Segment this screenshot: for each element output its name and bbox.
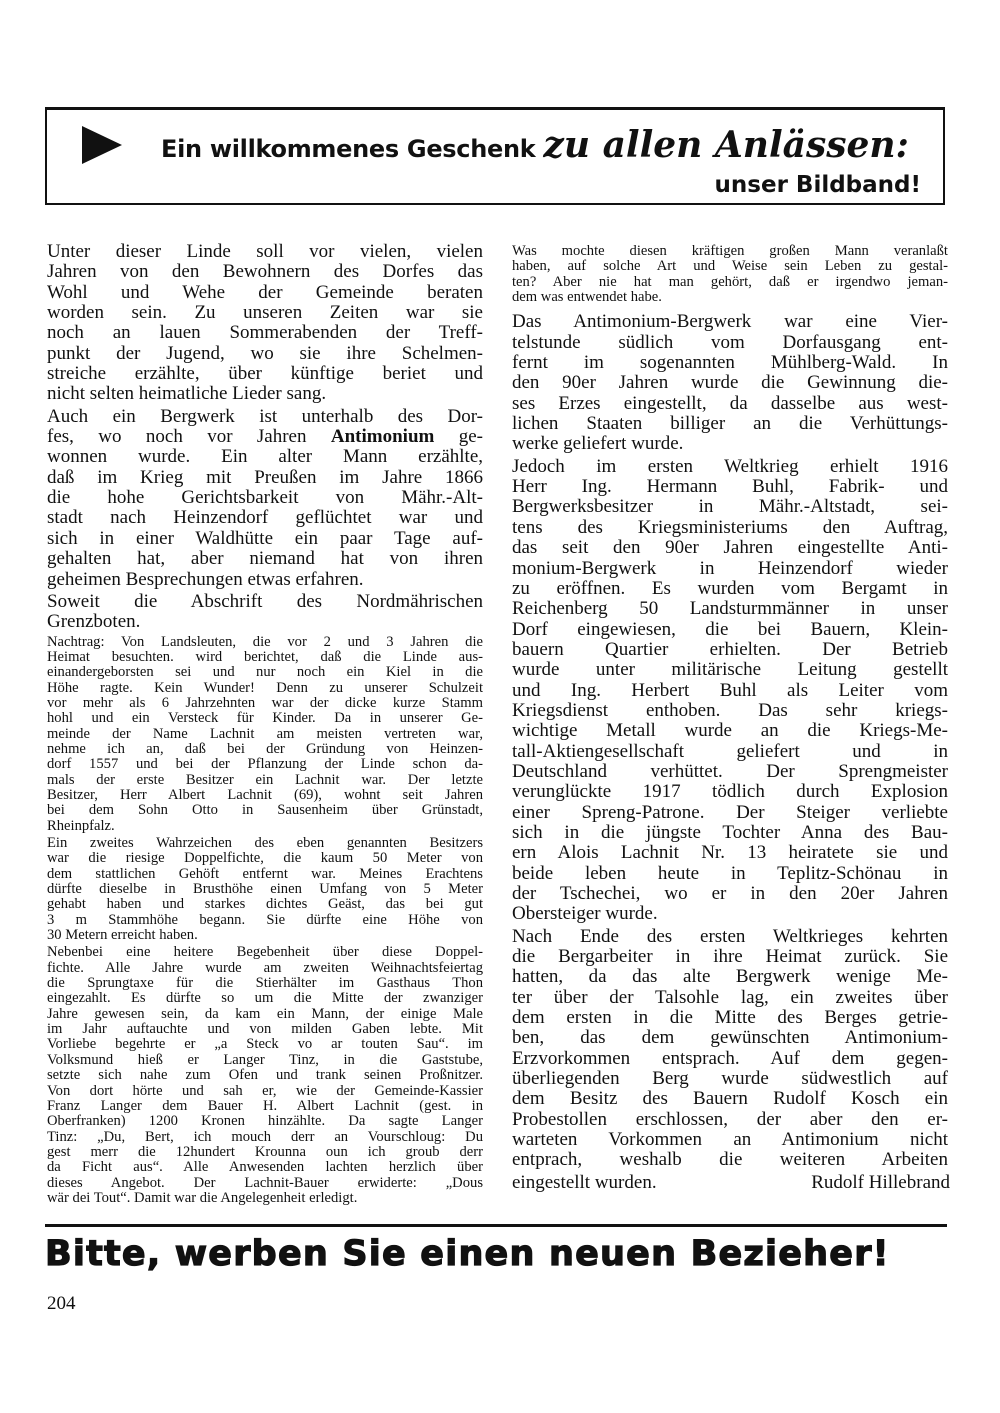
text-line: wichtige Metall wurde an die Kriegs-Me- [512,720,948,742]
text-line: dieses Angebot. Der Lachnit-Bauer erwiderte: „Dous [47,1174,483,1191]
paragraph [512,312,948,454]
text-line: dorf 1557 und bei der Pflanzung der Linde schon da- [47,756,483,773]
paragraph [512,244,948,305]
left-column [47,242,483,1208]
text-line: noch an lauen Sommerabenden der Treff- [47,322,483,344]
play-arrow-icon [82,126,122,164]
text-line: da Ficht aus“. Alle Anwesenden lachten herzlich über [47,1159,483,1176]
text-line: Heimat besuchten. wird berichtet, daß die Linde aus- [47,648,483,665]
text-line: gehalten hat, aber niemand hat von ihren [47,548,483,570]
text-line: bei dem Sohn Otto in Sausenheim über Grünstadt, [47,802,483,819]
right-column [512,244,948,1193]
text-line: das seit den 90er Jahren eingestellte Anti- [512,537,948,559]
text-line: ses Erzes eingestellt, da dasselbe aus west- [512,392,948,414]
text-line: worden sein. Zu unseren Zeiten war sie [47,302,483,324]
headline [161,124,909,166]
text-line: lichen Staaten billiger an die Verhüttungs- [512,413,948,435]
text-line: warteten Vorkommen an Antimonium nicht [512,1129,948,1151]
text-line: Erzvorkommen entsprach. Auf dem gegen- [512,1047,948,1069]
text-line: im Jahr auftauchte und von milden Gaben lebte. Mit [47,1021,483,1038]
text-line: 3 m Stammhöhe begann. Sie dürfte eine Höhe von [47,911,483,928]
text-line: beide leben heute in Teplitz-Schönau in [512,862,948,884]
right-intro-text [512,244,948,305]
text-line: Rheinpfalz. [47,817,115,834]
text-line: Unter dieser Linde soll vor vielen, vielen [47,241,483,262]
left-main-text [47,242,483,633]
text-line: Soweit die Abschrift des Nordmährischen [47,590,483,612]
paragraph [512,457,948,925]
text-line: Herr Ing. Hermann Buhl, Fabrik- und [512,476,948,498]
text-line: stadt nach Heinzendorf geflüchtet war und [47,507,483,529]
text-line: hohl und ein Versteck für Kinder. Da in unserer Ge- [47,710,483,727]
right-main-text [512,312,948,1170]
text-line: Reichenberg 50 Landsturmmänner in unser [512,598,948,620]
text-line: dem was entwendet habe. [512,289,662,306]
text-line: hatten, da das alte Bergwerk wenige Me- [512,966,948,988]
text-line: Vorliebe begehrte er „a Steck vo ar touten Sau“. im [47,1036,483,1053]
text-line: Obersteiger wurde. [512,903,658,925]
text-line: zu eröffnen. Es wurden vom Bergamt in [512,577,948,599]
text-line: Wohl und Wehe der Gemeinde beraten [47,281,483,303]
text-line: Jedoch im ersten Weltkrieg erhielt 1916 [512,455,948,477]
final-line: eingestellt wurden. [512,1171,657,1193]
text-line: die Bergarbeiter in ihre Heimat zurück. Sie [512,946,948,968]
text-line: überliegenden Berg wurde südwestlich auf [512,1068,948,1090]
text-line: Nach Ende des ersten Weltkrieges kehrten [512,925,948,947]
text-line: und Ing. Herbert Buhl als Leiter vom [512,679,948,701]
text-line: haben, auf solche Art und Weise sein Leben zu gestal- [512,258,948,275]
text-line: tall-Aktiengesellschaft geliefert und in [512,740,948,762]
paragraph [47,407,483,590]
headline-part1: Ein willkommenes Geschenk [161,135,536,163]
text-line: meinde der Name Lachnit am meisten vertreten war, [47,725,483,742]
text-line: wär dei Tout“. Damit war die Angelegenheit erledigt. [47,1189,358,1206]
text-line: die hohe Gerichtsbarkeit von Mähr.-Alt- [47,487,483,509]
text-line: streiche erzählte, über künftige beriet und [47,363,483,385]
paragraph [47,945,483,1206]
text-line: verunglückte 1917 tödlich durch Explosion [512,781,948,803]
text-line: telstunde südlich vom Dorfausgang ent- [512,331,948,353]
author: Rudolf Hillebrand [811,1171,950,1193]
page-number: 204 [47,1293,76,1314]
bold-term: Antimonium [330,426,435,448]
text-line: Deutschland verhüttet. Der Sprengmeister [512,760,948,782]
text-line: Von dort hörte und sah er, wie der Gemeinde-Kassier [47,1082,483,1099]
text-line: Kriegsdienst enthoben. Das sehr kriegs- [512,699,948,721]
signature-line [512,1173,948,1193]
text-line: Nachtrag: Von Landsleuten, die vor 2 und 3 Jahren die [47,633,483,650]
text-line: fernt im sogenannten Mühlberg-Wald. In [512,352,948,374]
text-line: Tinz: „Du, Bert, ich mouch derr an Vourschloug: Du [47,1128,483,1145]
text-line: Besitzer, Herr Albert Lachnit (69), wohnt seit Jahren [47,786,483,803]
text-line: fichte. Alle Jahre wurde am zweiten Weihnachtsfeiertag [47,959,483,976]
text-line: dem stattlichen Gehöft entfernt war. Meines Erachtens [47,865,483,882]
text-line: 30 Metern erreicht haben. [47,927,198,944]
paragraph [47,242,483,405]
text-line: gehabt haben und starkes dichtes Geäst, das bei gut [47,896,483,913]
text-line: ter über der Talsohle lag, ein zweites über [512,986,948,1008]
text-line: ben, das dem gewünschten Antimonium- [512,1027,948,1049]
call-to-action: Bitte, werben Sie einen neuen Bezieher! [45,1234,890,1274]
text-line: entprach, weshalb die weiteren Arbeiten [512,1149,948,1171]
text-line: wonnen wurde. Ein alter Mann erzählte, [47,446,483,468]
text-line: dürfte dieselbe in Brusthöhe einen Umfang von 5 Meter [47,881,483,898]
text-line: werke geliefert wurde. [512,433,684,455]
text-line: geheimen Besprechungen etwas erfahren. [47,568,364,590]
text-line: den 90er Jahren wurde die Gewinnung die- [512,372,948,394]
headline-part2: unser Bildband! [714,172,921,198]
text-line: tens des Kriegsministeriums den Auftrag, [512,516,948,538]
text-line: nicht selten heimatliche Lieder sang. [47,383,327,405]
text-line: Franz Langer dem Bauer H. Albert Lachnit (gest. in [47,1097,483,1114]
text-line: die Sprungtaxe für die Stierhälter im Gasthaus Thon [47,975,483,992]
paragraph [47,635,483,834]
text-line: fes, wo noch vor Jahren Antimonium ge- [47,426,483,448]
text-line: vor mehr als 6 Jahrzehnten war der dicke kurze Stamm [47,694,483,711]
text-line: Ein zweites Wahrzeichen des eben genannten Besitzers [47,835,483,851]
text-line: war die riesige Doppelfichte, die kaum 50 Meter von [47,850,483,867]
text-line: Grenzboten. [47,611,141,633]
text-line: wurde unter militärische Leitung gestellt [512,659,948,681]
text-line: Was mochte diesen kräftigen großen Mann veranlaßt [512,243,948,259]
left-addendum-text [47,635,483,1207]
text-line: monium-Bergwerk in Heinzendorf wieder [512,557,948,579]
text-line: sich in die jüngste Tochter Anna des Bau- [512,821,948,843]
text-line: einer Spreng-Patrone. Der Steiger verliebte [512,801,948,823]
text-line: nehme ich an, daß bei der Gründung von Heinzen- [47,740,483,757]
headline-script: zu allen Anlässen: [543,124,909,166]
text-line: sich in einer Waldhütte ein paar Tage auf- [47,527,483,549]
text-line: Dorf eingewiesen, die bei Bauern, Klein- [512,618,948,640]
paragraph [47,836,483,943]
text-line: Das Antimonium-Bergwerk war eine Vier- [512,311,948,333]
text-line: bauern Quartier erhielten. Der Betrieb [512,638,948,660]
text-line: ern Alois Lachnit Nr. 13 heiratete sie und [512,842,948,864]
text-line: Oberfranken) 1200 Kronen hinzählte. Da sagte Langer [47,1113,483,1130]
text-line: setzte sich nahe zum Ofen und trank seinen Proßnitzer. [47,1067,483,1084]
text-line: gest merr die 12hundert Krounna oun ich groub derr [47,1143,483,1160]
text-line: eingezahlt. Es dürfte so um die Mitte der zwanziger [47,990,483,1007]
text-line: Höhe ragte. Kein Wunder! Denn zu unserer Schulzeit [47,679,483,696]
text-line: Bergwerksbesitzer in Mähr.-Altstadt, sei- [512,496,948,518]
text-line: der Tschechei, wo er in den 20er Jahren [512,883,948,904]
text-line: Jahre gewesen sein, da kam ein Mann, der einige Male [47,1005,483,1022]
text-line: dem ersten in die Mitte des Berges getrie- [512,1007,948,1029]
text-line: einandergeborsten sei und nur noch ein Kiel in die [47,664,483,681]
text-line: dem Besitz des Bauern Rudolf Kosch ein [512,1088,948,1110]
divider-rule [45,1224,947,1227]
paragraph [47,592,483,633]
text-line: ten? Aber nie hat man gehört, daß er irgendwo jeman- [512,273,948,290]
text-line: Nebenbei eine heitere Begebenheit über diese Doppel- [47,944,483,961]
text-line: Auch ein Bergwerk ist unterhalb des Dor- [47,405,483,427]
text-line: Probestollen erschlossen, der aber den er- [512,1108,948,1130]
paragraph [512,927,948,1171]
text-line: mals der erste Besitzer ein Lachnit war. Der letzte [47,771,483,788]
text-line: daß im Krieg mit Preußen im Jahre 1866 [47,466,483,488]
text-line: Volksmund hieß er Langer Tinz, in die Gaststube, [47,1051,483,1068]
text-line: punkt der Jugend, wo sie ihre Schelmen- [47,342,483,364]
header-box [45,107,945,205]
text-line: Jahren von den Bewohnern des Dorfes das [47,261,483,283]
